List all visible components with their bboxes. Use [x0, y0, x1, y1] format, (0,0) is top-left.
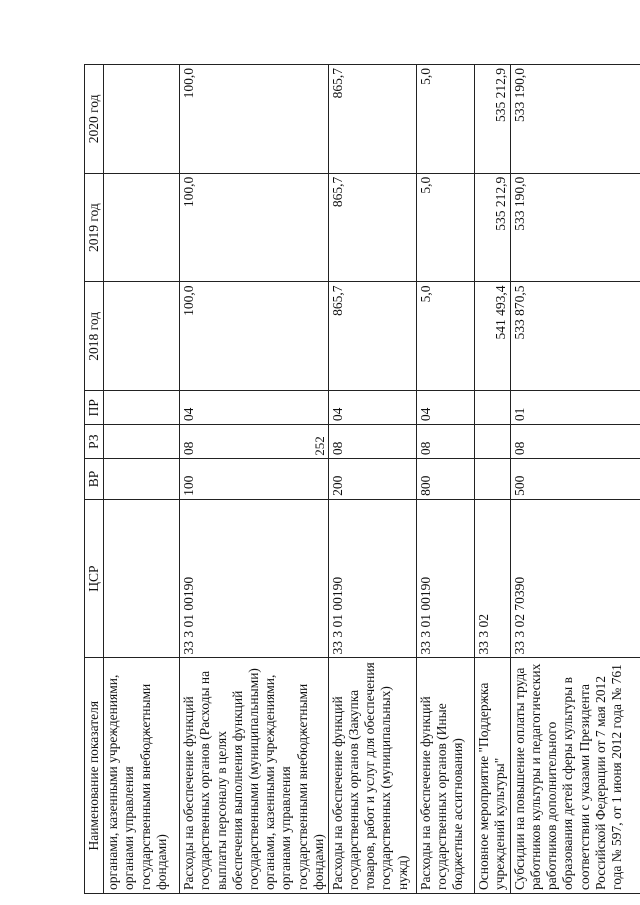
- row-vr: 100: [180, 459, 329, 500]
- row-csr: 33 3 01 00190: [180, 499, 329, 658]
- row-2019: 100,0: [180, 173, 329, 282]
- row-2018: 100,0: [180, 282, 329, 391]
- row-2019: 533 190,0: [510, 173, 640, 282]
- row-csr: 33 3 01 00190: [328, 499, 416, 658]
- row-rz: 08: [510, 425, 640, 459]
- row-csr: [104, 499, 180, 658]
- header-pr: ПР: [85, 391, 104, 425]
- row-csr: 33 3 02 70390: [510, 499, 640, 658]
- row-2018: 5,0: [416, 282, 474, 391]
- row-rz: [474, 425, 510, 459]
- row-name: Основное мероприятие "Поддержка учреждений культуры": [474, 658, 510, 894]
- row-2019: 865,7: [328, 173, 416, 282]
- header-row: [85, 65, 104, 894]
- row-2019: 5,0: [416, 173, 474, 282]
- header-name: Наименование показателя: [85, 658, 104, 894]
- row-2020: 533 190,0: [510, 65, 640, 174]
- row-name: Расходы на обеспечение функций государственных органов (Закупка товаров, работ и услуг для обеспечения государственных (муниципальных) нужд): [328, 658, 416, 894]
- table-row: [104, 65, 180, 894]
- header-2020: 2020 год: [85, 65, 104, 174]
- table-row: [474, 65, 510, 894]
- row-pr: [474, 391, 510, 425]
- header-rz: РЗ: [85, 425, 104, 459]
- row-2018: [104, 282, 180, 391]
- table-row: [510, 65, 640, 894]
- row-vr: [474, 459, 510, 500]
- row-2020: [104, 65, 180, 174]
- row-2019: [104, 173, 180, 282]
- row-pr: [104, 391, 180, 425]
- row-csr: 33 3 01 00190: [416, 499, 474, 658]
- rotated-table-wrapper: [84, 64, 640, 894]
- row-rz: 08: [180, 425, 329, 459]
- row-pr: 04: [180, 391, 329, 425]
- row-2020: 865,7: [328, 65, 416, 174]
- row-rz: 08: [416, 425, 474, 459]
- header-vr: ВР: [85, 459, 104, 500]
- row-name: органами, казенными учреждениями, органами управления государственными внебюджетными фондами): [104, 658, 180, 894]
- page-number: 252: [312, 436, 327, 456]
- row-vr: 200: [328, 459, 416, 500]
- row-vr: [104, 459, 180, 500]
- row-2018: 533 870,5: [510, 282, 640, 391]
- row-rz: 08: [328, 425, 416, 459]
- row-name: Субсидии на повышение оплаты труда работников культуры и педагогических работников дополнительного образования детей сферы культуры в соответствии с указами Президента Российской Федерации от 7 мая 2012 года № 597, от 1 июня 2012 года № 761: [510, 658, 640, 894]
- row-vr: 500: [510, 459, 640, 500]
- budget-table: [84, 64, 640, 894]
- header-2019: 2019 год: [85, 173, 104, 282]
- row-csr: 33 3 02: [474, 499, 510, 658]
- row-2020: 100,0: [180, 65, 329, 174]
- row-name: Расходы на обеспечение функций государственных органов (Расходы на выплаты персоналу в целях обеспечения выполнения функций государственными (муниципальными) органами, казенными учреждениями, органами управления государственными внебюджетными фондами): [180, 658, 329, 894]
- table-row: [328, 65, 416, 894]
- row-name: Расходы на обеспечение функций государственных органов (Иные бюджетные ассигнования): [416, 658, 474, 894]
- row-2018: 541 493,4: [474, 282, 510, 391]
- row-2020: 535 212,9: [474, 65, 510, 174]
- table-row: [180, 65, 329, 894]
- row-vr: 800: [416, 459, 474, 500]
- header-csr: ЦСР: [85, 499, 104, 658]
- table-row: [416, 65, 474, 894]
- row-2018: 865,7: [328, 282, 416, 391]
- header-2018: 2018 год: [85, 282, 104, 391]
- row-pr: 04: [416, 391, 474, 425]
- row-2019: 535 212,9: [474, 173, 510, 282]
- row-pr: 04: [328, 391, 416, 425]
- row-2020: 5,0: [416, 65, 474, 174]
- row-pr: 01: [510, 391, 640, 425]
- row-rz: [104, 425, 180, 459]
